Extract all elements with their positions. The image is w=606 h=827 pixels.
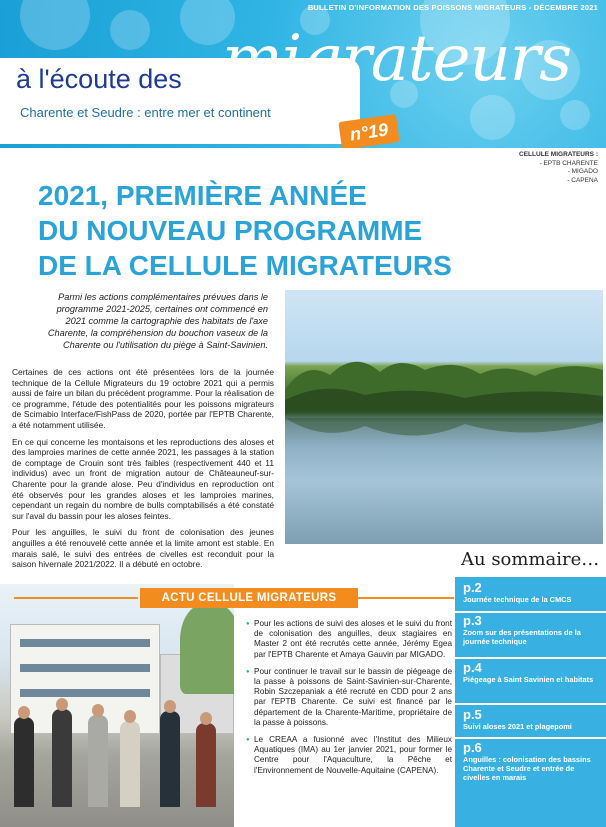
sommaire-page: p.6 bbox=[463, 740, 482, 755]
cellule-members bbox=[519, 151, 598, 185]
person-head bbox=[200, 712, 212, 725]
masthead-title-part1: à l'écoute des bbox=[16, 64, 182, 94]
team-photo bbox=[0, 584, 234, 827]
sommaire-item[interactable] bbox=[463, 614, 603, 646]
tree bbox=[180, 604, 234, 694]
header-banner bbox=[0, 0, 606, 148]
actu-section-label: ACTU CELLULE MIGRATEURS bbox=[140, 588, 358, 608]
sommaire-page: p.4 bbox=[463, 660, 482, 675]
article-body bbox=[12, 367, 274, 570]
masthead-subtitle: Charente et Seudre : entre mer et continent bbox=[20, 105, 271, 120]
cellule-member: - MIGADO bbox=[567, 168, 598, 175]
headline-line: DE LA CELLULE MIGRATEURS bbox=[38, 250, 452, 281]
person bbox=[160, 711, 180, 807]
window-band bbox=[20, 639, 150, 647]
person bbox=[120, 721, 140, 807]
section-rule bbox=[358, 597, 454, 599]
sommaire-item[interactable] bbox=[463, 581, 603, 604]
sommaire-page: p.3 bbox=[463, 613, 482, 628]
cellule-member: - EPTB CHARENTE bbox=[539, 159, 598, 167]
headline-line: DU NOUVEAU PROGRAMME bbox=[38, 215, 423, 246]
sommaire-divider bbox=[455, 737, 606, 739]
sommaire-divider bbox=[455, 703, 606, 705]
person-head bbox=[18, 706, 30, 719]
sommaire-item[interactable] bbox=[463, 741, 603, 782]
treeline-illustration bbox=[285, 350, 603, 410]
article-paragraph: Certaines de ces actions ont été présentées lors de la journée technique de la Cellule Migrateurs du 19 octobre 2021 qui a permis aussi de faire un bilan du précédent programme. Pour la réalisation de ce programme, l'étude des potentialités pour les poissons migrateurs de Scimabio Interface/FishPass de 2020, portée par l'EPTB Charente, a été notamment utilisée. bbox=[12, 367, 274, 430]
sommaire-divider bbox=[455, 657, 606, 659]
person-head bbox=[92, 704, 104, 717]
person bbox=[14, 717, 34, 807]
window-band bbox=[20, 664, 150, 672]
sommaire-title: Au sommaire… bbox=[455, 546, 605, 574]
sommaire-label: Zoom sur des présentations de la journée technique bbox=[463, 628, 581, 646]
person bbox=[88, 715, 108, 807]
article-paragraph: Pour les anguilles, le suivi du front de colonisation des jeunes anguilles a été renouvelé cette année et la limite amont est stable. En marais salé, le suivi des entrées de civelles est reconduit pour la saison hivernale 2021/2022. Il a débuté en octobre. bbox=[12, 527, 274, 570]
section-rule bbox=[14, 597, 138, 599]
issue-number-badge: n°19 bbox=[338, 114, 399, 148]
window-band bbox=[20, 689, 150, 697]
sommaire-item[interactable] bbox=[463, 661, 603, 684]
sommaire-label: Piégeage à Saint Savinien et habitats bbox=[463, 675, 594, 684]
person-head bbox=[164, 700, 176, 713]
sommaire-item[interactable] bbox=[463, 708, 603, 731]
article-paragraph: En ce qui concerne les montaisons et les reproductions des aloses et des lamproies marines de cette année 2021, les passages à la station de comptage de Crouin sont très faibles (respectivement 440 et 11 individus) avec un front de migration autour de Châteauneuf-sur-Charente pour la grande alose. Peu d'individus en reproduction ont été observés pour les grandes aloses et les lamproies marines, cependant un regain du nombre de bulls comptabilisés a été constaté sur l'aval du bassin pour les aloses feintes. bbox=[12, 436, 274, 521]
masthead-title-part2: migrateurs bbox=[222, 22, 572, 96]
person-head bbox=[56, 698, 68, 711]
sommaire-page: p.5 bbox=[463, 707, 482, 722]
main-headline bbox=[38, 178, 508, 283]
actu-item: ● Le CREAA a fusionné avec l'Institut des Milieux Aquatiques (IMA) au 1er janvier 2021, pour former le Centre pour l'Aquaculture, la Pêche et l'Environnement de Nouvelle-Aquitaine (CAPENA). bbox=[246, 735, 452, 776]
bulletin-topline: BULLETIN D'INFORMATION DES POISSONS MIGRATEURS - DÉCEMBRE 2021 bbox=[307, 3, 598, 12]
sommaire-label: Suivi aloses 2021 et plagepomi bbox=[463, 722, 572, 731]
person bbox=[52, 709, 72, 807]
person-head bbox=[124, 710, 136, 723]
sommaire-label: Anguilles : colonisation des bassins Charente et Seudre et entrée de civelles en marais bbox=[463, 755, 591, 782]
intro-paragraph: Parmi les actions complémentaires prévues dans le programme 2021-2025, certaines ont commencé en 2021 comme la cartographie des habitats de l'axe Charente, la compréhension du bouchon vaseux de la Charente ou l'utilisation du piège à Saint-Savinien. bbox=[47, 292, 268, 350]
water-reflection bbox=[285, 418, 603, 458]
person bbox=[196, 723, 216, 807]
sommaire-label: Journée technique de la CMCS bbox=[463, 595, 572, 604]
actu-item: ● Pour les actions de suivi des aloses et le suivi du front de colonisation des anguilles, deux stagiaires en Master 2 ont été recrutés cette année, Jérémy Egea par l'EPTB Charente et Amaya Gauvin par MIGADO. bbox=[246, 619, 452, 660]
actu-item: ● Pour continuer le travail sur le bassin de piégeage de la passe à poissons de Saint-Savinien-sur-Charente, Robin Szczepaniak a été recruté en CDD pour 2 ans par l'EPTB Charente. Ce suivi est financé par le département de la Charente-Maritime, propriétaire de la passe à poissons. bbox=[246, 667, 452, 728]
river-photo bbox=[285, 290, 603, 544]
headline-line: 2021, PREMIÈRE ANNÉE bbox=[38, 180, 367, 211]
actu-list bbox=[246, 619, 452, 783]
cellule-title: CELLULE MIGRATEURS : bbox=[519, 151, 598, 158]
sommaire-page: p.2 bbox=[463, 580, 482, 595]
cellule-member: - CAPENA bbox=[567, 176, 598, 184]
